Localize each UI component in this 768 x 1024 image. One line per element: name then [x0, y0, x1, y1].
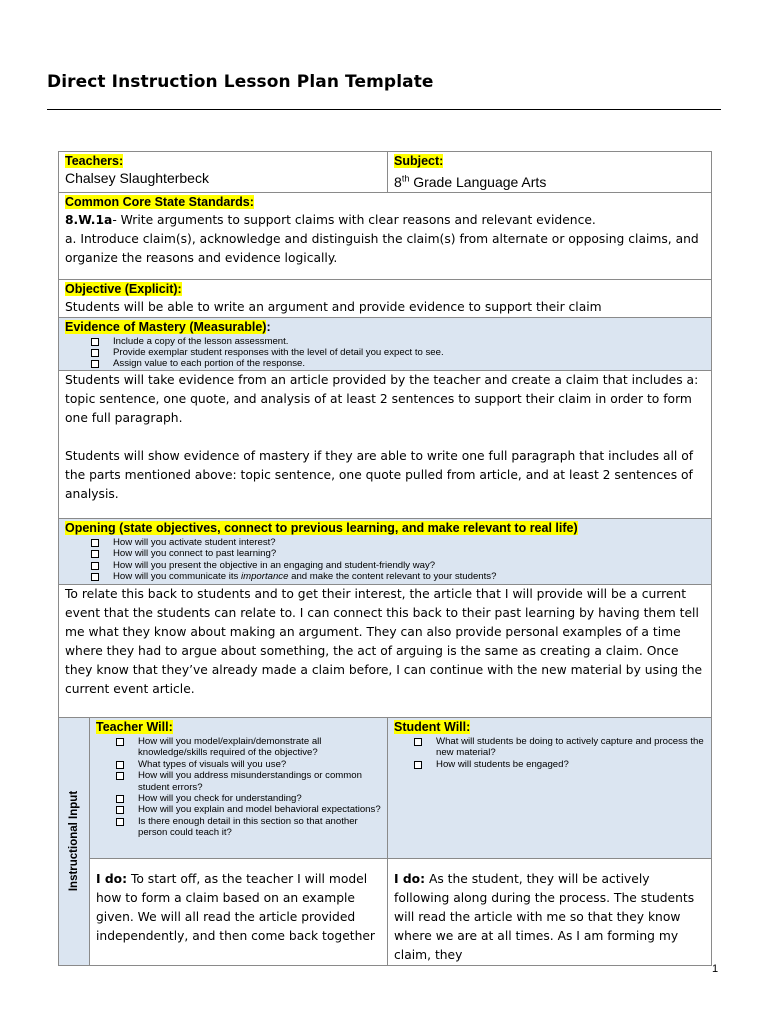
teachers-value: Chalsey Slaughterbeck — [65, 170, 209, 186]
subject-cell — [388, 152, 712, 193]
standards-cell — [59, 192, 712, 279]
i-do-row — [59, 858, 712, 965]
opening-header-row — [59, 518, 712, 584]
student-i-do-label: I do: — [394, 871, 426, 886]
evidence-header-cell — [59, 317, 712, 370]
checklist-item-text: How will you explain and model behavioral expectations? — [138, 804, 381, 816]
evidence-paragraph-2: Students will show evidence of mastery if they are able to write one full paragraph that includes all of the parts mentioned above: topic sentence, one quote pulled from article, and at least 2 sentences of analysis. — [65, 448, 694, 501]
subject-grade-number: 8 — [394, 173, 402, 190]
checklist-item — [91, 537, 705, 548]
checklist-item-text: What will students be doing to actively capture and process the new material? — [436, 735, 704, 759]
checkbox-icon — [91, 550, 99, 558]
checklist-item — [414, 759, 705, 770]
opening-header-cell — [59, 518, 712, 584]
opening-text: To relate this back to students and to get their interest, the article that I will provide will be a current event that the students can relate to. I can connect this back to their past learning by having them tell me what they know about making an argument. They can also provide personal examples of a time where they had to argue about something, the act of arguing is the same as creating a claim. Once they know that they’ve already made a claim before, I can continue with the new material by using the current event article. — [65, 586, 703, 696]
checklist-item — [91, 548, 705, 559]
teacher-i-do-text: To start off, as the teacher I will model how to form a claim based on an example given. We will all read the article provided independently, and then come back together — [96, 871, 375, 943]
checkbox-icon — [91, 539, 99, 547]
checkbox-icon — [91, 562, 99, 570]
checklist-item — [91, 336, 705, 347]
objective-text: Students will be able to write an argument and provide evidence to support their claim — [65, 299, 602, 314]
checkbox-icon — [116, 772, 124, 780]
lesson-plan-table — [58, 151, 712, 966]
student-will-checklist — [394, 736, 705, 770]
checklist-item-text: Include a copy of the lesson assessment. — [113, 335, 289, 347]
checkbox-icon — [116, 795, 124, 803]
standards-text — [65, 211, 705, 268]
checklist-item-text: Is there enough detail in this section so that another person could teach it? — [138, 815, 358, 839]
checklist-item-text: How will you connect to past learning? — [113, 548, 277, 560]
checkbox-icon — [91, 349, 99, 357]
objective-cell — [59, 279, 712, 317]
checkbox-icon — [116, 806, 124, 814]
standards-label: Common Core State Standards: — [65, 194, 254, 209]
objective-row — [59, 279, 712, 317]
checklist-item-text: How will you model/explain/demonstrate all knowledge/skills required of the objective? — [138, 735, 322, 759]
checklist-item-text: What types of visuals will you use? — [138, 758, 287, 770]
evidence-body-cell — [59, 370, 712, 518]
teacher-will-cell — [90, 717, 388, 858]
opening-body-row — [59, 584, 712, 717]
checklist-item — [116, 736, 381, 759]
teacher-will-label: Teacher Will: — [96, 719, 173, 734]
student-i-do-cell — [388, 858, 712, 965]
subject-value — [394, 174, 546, 190]
checklist-item-text: How will you address misunderstandings or common student errors? — [138, 770, 362, 793]
checkbox-icon — [414, 738, 422, 746]
checklist-item — [116, 770, 381, 793]
evidence-label-colon: : — [266, 319, 271, 334]
evidence-label: Evidence of Mastery (Measurable) — [65, 319, 267, 334]
checklist-item — [116, 793, 381, 804]
instructional-input-label: Instructional Input — [68, 791, 80, 892]
checklist-item-text: How will students be engaged? — [436, 758, 569, 770]
opening-label: Opening (state objectives, connect to previous learning, and make relevant to real life) — [65, 520, 578, 535]
student-will-cell — [388, 717, 712, 858]
opening-body-cell — [59, 584, 712, 717]
checklist-item-text: Provide exemplar student responses with the level of detail you expect to see. — [113, 347, 444, 359]
subject-grade-suffix: th — [401, 173, 410, 183]
evidence-header-row — [59, 317, 712, 370]
checkbox-icon — [91, 360, 99, 368]
checklist-item-emphasis: importance — [240, 571, 289, 583]
checkbox-icon — [116, 818, 124, 826]
page-number: 1 — [712, 963, 719, 975]
checklist-item-text: and make the content relevant to your students? — [288, 571, 497, 583]
checklist-item — [414, 736, 705, 759]
checklist-item — [116, 759, 381, 770]
evidence-body-row — [59, 370, 712, 518]
checklist-item-text: How will you check for understanding? — [138, 792, 302, 804]
student-i-do-text: As the student, they will be actively following along during the process. The students will read the article with me so that they know where we are at all times. As I am forming my claim, they — [394, 871, 695, 962]
checklist-item — [116, 804, 381, 815]
checkbox-icon — [91, 338, 99, 346]
standard-detail: a. Introduce claim(s), acknowledge and distinguish the claim(s) from alternate or opposing claims, and organize the reasons and evidence logically. — [65, 231, 699, 265]
instructional-input-side-label — [59, 717, 90, 965]
checkbox-icon — [116, 761, 124, 769]
checklist-item — [91, 358, 705, 369]
checklist-item-text: How will you activate student interest? — [113, 536, 276, 548]
header-row — [59, 152, 712, 193]
document-title: Direct Instruction Lesson Plan Template — [47, 72, 434, 92]
checklist-item — [91, 347, 705, 358]
checklist-item — [91, 571, 705, 582]
title-divider — [47, 109, 721, 110]
checkbox-icon — [116, 738, 124, 746]
objective-label: Objective (Explicit): — [65, 281, 182, 296]
evidence-checklist — [65, 336, 705, 370]
checklist-item-text: Assign value to each portion of the response. — [113, 358, 305, 370]
checklist-item — [116, 816, 381, 839]
teacher-i-do-cell — [90, 858, 388, 965]
evidence-paragraph-1: Students will take evidence from an article provided by the teacher and create a claim that includes a: topic sentence, one quote, and analysis of at least 2 sentences to support their claim in order to form one full paragraph. — [65, 372, 699, 425]
standard-code: 8.W.1a — [65, 212, 113, 227]
opening-checklist — [65, 537, 705, 583]
checkbox-icon — [414, 761, 422, 769]
checklist-item — [91, 560, 705, 571]
checklist-item-text: How will you present the objective in an engaging and student-friendly way? — [113, 559, 436, 571]
checklist-item-text: How will you communicate its — [113, 571, 241, 583]
checkbox-icon — [91, 573, 99, 581]
teacher-will-checklist — [96, 736, 381, 839]
standards-row — [59, 192, 712, 279]
standard-code-text: - Write arguments to support claims with clear reasons and relevant evidence. — [112, 212, 596, 227]
teachers-label: Teachers: — [65, 154, 124, 168]
teachers-cell — [59, 152, 388, 193]
student-will-label: Student Will: — [394, 719, 471, 734]
teacher-i-do-label: I do: — [96, 871, 128, 886]
instructional-header-row — [59, 717, 712, 858]
subject-label: Subject: — [394, 154, 444, 168]
subject-grade-text: Grade Language Arts — [409, 173, 547, 190]
